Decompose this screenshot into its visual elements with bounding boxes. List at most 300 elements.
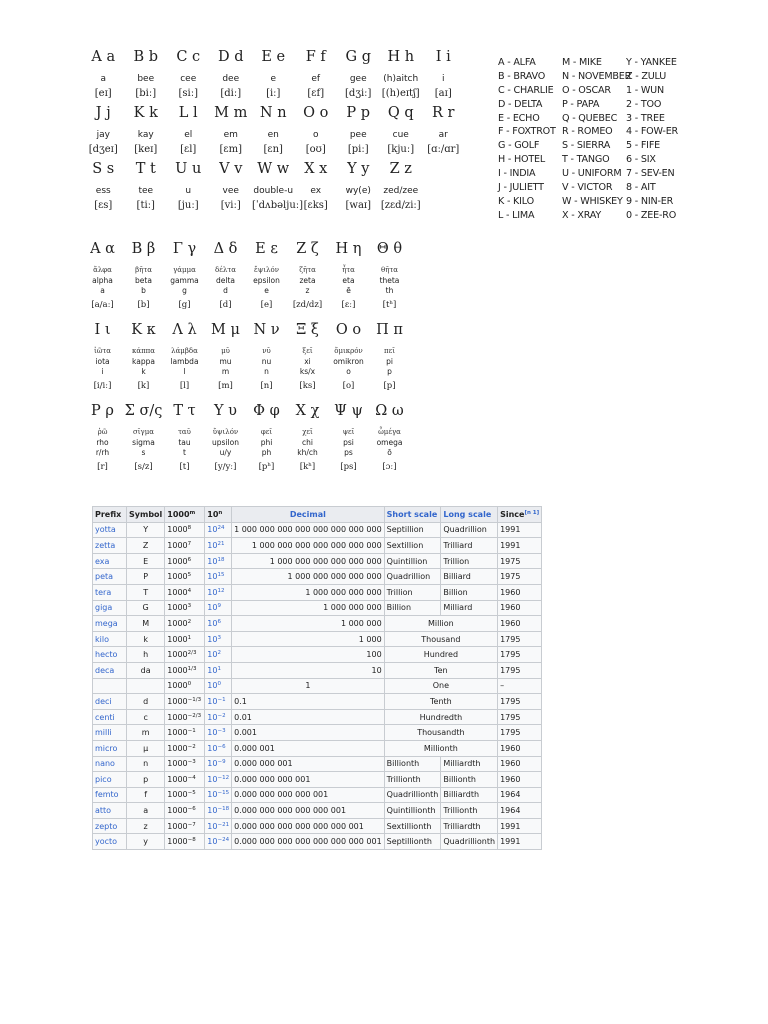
letter-native-name: ἄλφα bbox=[93, 266, 112, 274]
nato-entry: Y - YANKEE bbox=[626, 57, 677, 68]
power-10-cell[interactable] bbox=[205, 818, 232, 834]
power-10-cell[interactable] bbox=[205, 834, 232, 850]
letter-name: ar bbox=[438, 130, 448, 140]
symbol-cell: G bbox=[127, 600, 165, 616]
prefix-cell[interactable] bbox=[93, 787, 127, 803]
long-scale-cell: Billiardth bbox=[441, 787, 498, 803]
prefix-link[interactable]: hecto bbox=[95, 650, 118, 660]
power-10-cell[interactable] bbox=[205, 600, 232, 616]
power-10-cell[interactable] bbox=[205, 569, 232, 585]
prefix-link[interactable]: exa bbox=[95, 556, 110, 566]
power-10-cell[interactable] bbox=[205, 725, 232, 741]
prefix-link[interactable]: deca bbox=[95, 665, 115, 675]
letter-transliteration: th bbox=[385, 286, 394, 295]
short-scale-cell: Billion bbox=[384, 600, 441, 616]
prefix-cell[interactable] bbox=[93, 647, 127, 663]
letter-glyphs: Z z bbox=[389, 161, 412, 177]
letter-cell bbox=[82, 46, 125, 102]
power-exponent: 8 bbox=[187, 525, 192, 532]
alphabet-row bbox=[82, 400, 422, 481]
since-cell: 1991 bbox=[498, 538, 542, 554]
prefix-link[interactable]: milli bbox=[95, 728, 112, 738]
nato-entry: O - OSCAR bbox=[562, 84, 611, 96]
header-symbol: Symbol bbox=[127, 507, 165, 523]
letter-transliteration: kh/ch bbox=[297, 448, 318, 457]
letter-native-name: ἰῶτα bbox=[93, 347, 112, 355]
power-1000-cell bbox=[165, 647, 205, 663]
letter-glyphs: N n bbox=[259, 105, 287, 121]
power-exponent: −12 bbox=[217, 774, 230, 781]
prefix-cell[interactable] bbox=[93, 725, 127, 741]
letter-transliteration: k bbox=[141, 367, 146, 376]
alphabet-row bbox=[82, 46, 472, 102]
header-since: Since[n 1] bbox=[498, 507, 542, 523]
power-exponent: −2/3 bbox=[187, 712, 202, 719]
letter-pronunciation: [eɪ] bbox=[94, 88, 112, 99]
power-base: 10 bbox=[207, 837, 218, 847]
since-cell: 1960 bbox=[498, 756, 542, 772]
letter-transliteration: ps bbox=[344, 448, 353, 457]
symbol-cell: E bbox=[127, 553, 165, 569]
letter-cell bbox=[380, 102, 423, 158]
letter-name: mu bbox=[219, 357, 232, 366]
power-10-cell[interactable] bbox=[205, 553, 232, 569]
nato-entry: S - SIERRA bbox=[562, 140, 611, 152]
power-base: 1000 bbox=[167, 603, 188, 613]
decimal-cell: 0.000 000 000 000 001 bbox=[232, 787, 385, 803]
greek-letter-cell bbox=[246, 319, 287, 400]
letter-glyphs: Α α bbox=[90, 241, 115, 257]
greek-letter-cell bbox=[82, 238, 123, 319]
letter-glyphs: T t bbox=[135, 161, 156, 177]
prefix-link[interactable]: femto bbox=[95, 790, 119, 800]
power-10-cell[interactable] bbox=[205, 772, 232, 788]
prefix-link[interactable]: deci bbox=[95, 696, 112, 706]
short-scale-cell: Septillion bbox=[384, 522, 441, 538]
letter-name: dee bbox=[222, 74, 240, 84]
decimal-cell: 0.000 000 000 000 000 000 000 001 bbox=[232, 834, 385, 850]
letter-pronunciation: [ˈdʌbəljuː] bbox=[252, 200, 304, 211]
decimal-cell: 0.01 bbox=[232, 709, 385, 725]
letter-cell bbox=[125, 102, 168, 158]
prefix-cell[interactable] bbox=[93, 803, 127, 819]
nato-entry: B - BRAVO bbox=[498, 70, 546, 82]
decimal-cell: 0.000 000 000 000 000 000 001 bbox=[232, 818, 385, 834]
header-long-scale[interactable]: Long scale bbox=[441, 507, 498, 523]
power-exponent: −15 bbox=[217, 790, 230, 797]
letter-name: iota bbox=[95, 357, 110, 366]
letter-pronunciation: [g] bbox=[178, 300, 191, 310]
greek-letter-cell bbox=[287, 319, 328, 400]
prefix-link[interactable]: yotta bbox=[95, 525, 116, 535]
prefix-link[interactable]: tera bbox=[95, 587, 112, 597]
prefix-link[interactable]: zepto bbox=[95, 821, 118, 831]
since-cell: 1795 bbox=[498, 694, 542, 710]
letter-native-name: σῖγμα bbox=[133, 428, 154, 436]
since-cell: 1991 bbox=[498, 834, 542, 850]
power-base: 1000 bbox=[167, 618, 188, 628]
short-scale-cell: Trillion bbox=[384, 584, 441, 600]
symbol-cell bbox=[127, 678, 165, 694]
power-base: 1000 bbox=[167, 665, 188, 675]
nato-column bbox=[562, 56, 632, 223]
letter-glyphs: B b bbox=[133, 49, 159, 65]
long-scale-cell: Trilliard bbox=[441, 538, 498, 554]
letter-native-name: ῥῶ bbox=[97, 428, 108, 436]
nato-column bbox=[498, 56, 562, 223]
table-row bbox=[93, 584, 542, 600]
power-exponent: 0 bbox=[217, 681, 221, 688]
since-cell: 1964 bbox=[498, 787, 542, 803]
prefix-cell[interactable] bbox=[93, 740, 127, 756]
letter-cell bbox=[380, 158, 423, 214]
letter-pronunciation: [p] bbox=[383, 381, 396, 391]
letter-glyphs: M m bbox=[214, 105, 248, 121]
nato-entry: E - ECHO bbox=[498, 112, 540, 124]
prefix-cell[interactable] bbox=[93, 662, 127, 678]
letter-name: tee bbox=[138, 186, 154, 196]
letter-transliteration: b bbox=[141, 286, 146, 295]
letter-glyphs: K k bbox=[133, 105, 158, 121]
power-base: 1000 bbox=[167, 821, 188, 831]
long-scale-cell: Milliardth bbox=[441, 756, 498, 772]
letter-transliteration: d bbox=[223, 286, 228, 295]
nato-entry: R - ROMEO bbox=[562, 126, 613, 138]
prefix-cell[interactable] bbox=[93, 756, 127, 772]
power-1000-cell bbox=[165, 522, 205, 538]
table-row bbox=[93, 787, 542, 803]
letter-name: ex bbox=[310, 186, 322, 196]
table-row bbox=[93, 834, 542, 850]
letter-pronunciation: [tiː] bbox=[136, 200, 155, 211]
decimal-cell: 1 000 bbox=[232, 631, 385, 647]
power-1000-cell bbox=[165, 616, 205, 632]
prefix-link[interactable]: mega bbox=[95, 618, 118, 628]
power-10-cell[interactable] bbox=[205, 538, 232, 554]
prefix-link[interactable]: centi bbox=[95, 712, 115, 722]
power-10-cell[interactable] bbox=[205, 662, 232, 678]
short-scale-cell: Quadrillion bbox=[384, 569, 441, 585]
power-exponent: −7 bbox=[187, 821, 196, 828]
greek-letter-cell bbox=[246, 400, 287, 481]
nato-entry: C - CHARLIE bbox=[498, 84, 554, 96]
letter-glyphs: Ρ ρ bbox=[91, 403, 114, 419]
power-exponent: 1 bbox=[217, 665, 221, 672]
letter-native-name: μῦ bbox=[221, 347, 230, 355]
nato-entry: 5 - FIFE bbox=[626, 140, 660, 152]
nato-entry: 6 - SIX bbox=[626, 154, 656, 166]
power-exponent: 9 bbox=[217, 603, 221, 610]
table-row bbox=[93, 631, 542, 647]
letter-name: lambda bbox=[170, 357, 199, 366]
nato-entry: G - GOLF bbox=[498, 140, 540, 152]
letter-pronunciation: [piː] bbox=[347, 144, 369, 155]
power-1000-cell bbox=[165, 678, 205, 694]
prefix-cell[interactable] bbox=[93, 709, 127, 725]
prefix-link[interactable]: yocto bbox=[95, 837, 118, 847]
long-scale-cell: Billionth bbox=[441, 772, 498, 788]
long-scale-cell: Quadrillionth bbox=[441, 834, 498, 850]
power-exponent: 5 bbox=[187, 572, 192, 579]
power-exponent: −1 bbox=[187, 728, 196, 735]
scale-name-cell: Millionth bbox=[384, 740, 497, 756]
power-exponent: −6 bbox=[217, 743, 226, 750]
power-base: 1000 bbox=[167, 837, 188, 847]
header-short-scale[interactable]: Short scale bbox=[384, 507, 441, 523]
decimal-cell: 1 000 000 000 000 000 000 bbox=[232, 553, 385, 569]
letter-name: jay bbox=[96, 130, 110, 140]
long-scale-cell: Trilliardth bbox=[441, 818, 498, 834]
header-10n: 10$^n$ bbox=[205, 507, 232, 523]
power-exponent: 3 bbox=[187, 603, 192, 610]
since-cell: 1964 bbox=[498, 803, 542, 819]
since-cell: 1991 bbox=[498, 522, 542, 538]
letter-cell bbox=[167, 102, 210, 158]
letter-name: xi bbox=[304, 357, 311, 366]
symbol-cell: Z bbox=[127, 538, 165, 554]
scale-name-cell: Million bbox=[384, 616, 497, 632]
footnote-link[interactable]: [n 1] bbox=[524, 509, 540, 516]
power-10-cell[interactable] bbox=[205, 694, 232, 710]
nato-entry: 7 - SEV-EN bbox=[626, 168, 675, 180]
short-scale-cell: Trillionth bbox=[384, 772, 441, 788]
since-cell: 1960 bbox=[498, 600, 542, 616]
power-exponent: 6 bbox=[217, 618, 221, 625]
power-exponent: 2 bbox=[187, 618, 192, 625]
letter-glyphs: Ι ι bbox=[94, 322, 111, 338]
letter-glyphs: Σ σ/ς bbox=[124, 403, 163, 419]
power-10-cell[interactable] bbox=[205, 756, 232, 772]
letter-name: upsilon bbox=[212, 438, 239, 447]
power-exponent: 2/3 bbox=[187, 650, 197, 657]
power-10-cell[interactable] bbox=[205, 740, 232, 756]
letter-cell bbox=[380, 46, 423, 102]
letter-pronunciation: [b] bbox=[137, 300, 150, 310]
power-exponent: 18 bbox=[217, 556, 225, 563]
prefix-link[interactable]: nano bbox=[95, 759, 115, 769]
letter-cell bbox=[295, 158, 338, 214]
power-exponent: 12 bbox=[217, 587, 225, 594]
letter-cell bbox=[82, 102, 125, 158]
letter-glyphs: Δ δ bbox=[213, 241, 238, 257]
letter-glyphs: D d bbox=[217, 49, 244, 65]
nato-entry: A - ALFA bbox=[498, 57, 536, 68]
letter-transliteration: s bbox=[141, 448, 146, 457]
letter-pronunciation: [pʰ] bbox=[258, 462, 275, 472]
letter-transliteration: o bbox=[346, 367, 351, 376]
table-row bbox=[93, 553, 542, 569]
letter-name: pee bbox=[349, 130, 367, 140]
letter-pronunciation: [e] bbox=[260, 300, 273, 310]
symbol-cell: n bbox=[127, 756, 165, 772]
power-base: 1000 bbox=[167, 634, 188, 644]
power-10-cell[interactable] bbox=[205, 647, 232, 663]
nato-entry: L - LIMA bbox=[498, 209, 535, 221]
letter-native-name: ὔψιλόν bbox=[212, 428, 239, 436]
letter-glyphs: Η η bbox=[335, 241, 362, 257]
power-10-cell[interactable] bbox=[205, 709, 232, 725]
power-10-cell[interactable] bbox=[205, 631, 232, 647]
power-base: 10 bbox=[207, 634, 218, 644]
letter-cell bbox=[210, 46, 253, 102]
decimal-cell: 100 bbox=[232, 647, 385, 663]
power-base: 10 bbox=[207, 587, 218, 597]
since-cell: 1960 bbox=[498, 740, 542, 756]
power-base: 10 bbox=[207, 712, 218, 722]
symbol-cell: k bbox=[127, 631, 165, 647]
letter-pronunciation: [ɛm] bbox=[219, 144, 242, 155]
prefix-link[interactable]: atto bbox=[95, 806, 112, 816]
letter-name: ess bbox=[95, 186, 111, 196]
prefix-cell[interactable] bbox=[93, 584, 127, 600]
power-base: 1000 bbox=[167, 650, 188, 660]
greek-letter-cell bbox=[328, 400, 369, 481]
prefix-link[interactable]: giga bbox=[95, 603, 113, 613]
letter-name: en bbox=[267, 130, 279, 140]
power-10-cell[interactable] bbox=[205, 787, 232, 803]
power-exponent: 0 bbox=[187, 681, 192, 688]
letter-pronunciation: [n] bbox=[260, 381, 273, 391]
long-scale-cell: Milliard bbox=[441, 600, 498, 616]
power-exponent: 1/3 bbox=[187, 665, 197, 672]
power-base: 1000 bbox=[167, 556, 188, 566]
power-exponent: 24 bbox=[217, 525, 225, 532]
prefix-cell[interactable] bbox=[93, 694, 127, 710]
letter-pronunciation: [m] bbox=[218, 381, 233, 391]
letter-name: wy(e) bbox=[345, 186, 371, 196]
prefix-cell[interactable] bbox=[93, 522, 127, 538]
power-base: 10 bbox=[207, 665, 218, 675]
power-base: 10 bbox=[207, 603, 218, 613]
letter-name: i bbox=[441, 74, 445, 84]
letter-pronunciation: [ɑː/ɑr] bbox=[427, 144, 460, 155]
power-base: 1000 bbox=[167, 696, 188, 706]
power-1000-cell bbox=[165, 569, 205, 585]
power-exponent: −3 bbox=[217, 728, 226, 735]
power-10-cell[interactable] bbox=[205, 678, 232, 694]
letter-native-name: ζῆτα bbox=[299, 266, 316, 274]
prefix-cell[interactable] bbox=[93, 631, 127, 647]
letter-glyphs: Φ φ bbox=[253, 403, 280, 419]
letter-transliteration: ō bbox=[387, 448, 392, 457]
letter-cell bbox=[125, 158, 168, 214]
greek-letter-cell bbox=[246, 238, 287, 319]
prefix-cell[interactable] bbox=[93, 818, 127, 834]
letter-pronunciation: [diː] bbox=[220, 88, 242, 99]
power-exponent: 1 bbox=[187, 634, 192, 641]
power-base: 1000 bbox=[167, 681, 188, 691]
prefix-link[interactable]: pico bbox=[95, 774, 112, 784]
prefix-cell[interactable] bbox=[93, 616, 127, 632]
letter-native-name: ὄμικρόν bbox=[334, 347, 363, 355]
prefix-cell[interactable] bbox=[93, 600, 127, 616]
power-1000-cell bbox=[165, 584, 205, 600]
prefix-link[interactable]: peta bbox=[95, 572, 114, 582]
nato-entry: X - XRAY bbox=[562, 209, 602, 221]
letter-glyphs: W w bbox=[257, 161, 290, 177]
letter-glyphs: R r bbox=[432, 105, 455, 121]
letter-name: tau bbox=[178, 438, 191, 447]
since-cell: 1795 bbox=[498, 631, 542, 647]
power-exponent: 2 bbox=[217, 650, 221, 657]
prefix-cell bbox=[93, 678, 127, 694]
power-base: 1000 bbox=[167, 743, 188, 753]
decimal-cell: 1 000 000 000 000 000 000 000 bbox=[232, 538, 385, 554]
prefix-link[interactable]: kilo bbox=[95, 634, 109, 644]
nato-entry: 3 - TREE bbox=[626, 112, 665, 124]
prefix-link[interactable]: micro bbox=[95, 743, 118, 753]
power-base: 1000 bbox=[167, 525, 188, 535]
header-prefix: Prefix bbox=[93, 507, 127, 523]
table-row bbox=[93, 725, 542, 741]
letter-cell bbox=[210, 158, 253, 214]
letter-pronunciation: [ɛː] bbox=[341, 300, 356, 310]
power-base: 10 bbox=[207, 572, 218, 582]
short-scale-cell: Quadrillionth bbox=[384, 787, 441, 803]
prefix-cell[interactable] bbox=[93, 538, 127, 554]
letter-cell bbox=[82, 158, 125, 214]
header-decimal[interactable]: Decimal bbox=[232, 507, 385, 523]
letter-name: kappa bbox=[132, 357, 155, 366]
prefix-cell[interactable] bbox=[93, 553, 127, 569]
letter-cell bbox=[422, 46, 465, 102]
letter-name: alpha bbox=[92, 276, 113, 285]
power-1000-cell bbox=[165, 772, 205, 788]
power-base: 10 bbox=[207, 790, 218, 800]
power-exponent: −24 bbox=[217, 837, 230, 844]
letter-native-name: ἔψιλόν bbox=[254, 266, 279, 274]
nato-entry: J - JULIETT bbox=[498, 182, 544, 194]
power-base: 10 bbox=[207, 525, 218, 535]
symbol-cell: h bbox=[127, 647, 165, 663]
letter-pronunciation: [ɛl] bbox=[180, 144, 197, 155]
letter-glyphs: O o bbox=[303, 105, 329, 121]
power-10-cell[interactable] bbox=[205, 803, 232, 819]
letter-glyphs: Λ λ bbox=[172, 322, 197, 338]
scale-name-cell: Thousand bbox=[384, 631, 497, 647]
prefix-cell[interactable] bbox=[93, 569, 127, 585]
nato-entry: P - PAPA bbox=[562, 98, 600, 110]
nato-entry: K - KILO bbox=[498, 195, 534, 207]
nato-entry: 1 - WUN bbox=[626, 84, 664, 96]
prefix-cell[interactable] bbox=[93, 834, 127, 850]
power-base: 10 bbox=[207, 540, 218, 550]
greek-alphabet-chart bbox=[82, 238, 422, 481]
letter-native-name: ξεῖ bbox=[302, 347, 313, 355]
power-10-cell[interactable] bbox=[205, 616, 232, 632]
decimal-cell: 1 000 000 bbox=[232, 616, 385, 632]
letter-pronunciation: [y/yː] bbox=[214, 462, 237, 472]
letter-glyphs: Π π bbox=[376, 322, 403, 338]
table-row bbox=[93, 678, 542, 694]
prefix-cell[interactable] bbox=[93, 772, 127, 788]
letter-native-name: ἦτα bbox=[342, 266, 355, 274]
letter-name: delta bbox=[216, 276, 235, 285]
symbol-cell: da bbox=[127, 662, 165, 678]
greek-letter-cell bbox=[287, 238, 328, 319]
power-10-cell[interactable] bbox=[205, 584, 232, 600]
greek-letter-cell bbox=[369, 319, 410, 400]
letter-glyphs: Υ υ bbox=[214, 403, 237, 419]
letter-pronunciation: [tʰ] bbox=[382, 300, 397, 310]
letter-cell bbox=[125, 46, 168, 102]
power-10-cell[interactable] bbox=[205, 522, 232, 538]
letter-transliteration: l bbox=[183, 367, 186, 376]
long-scale-cell: Billiard bbox=[441, 569, 498, 585]
letter-pronunciation: [kʰ] bbox=[299, 462, 316, 472]
letter-name: a bbox=[100, 74, 106, 84]
prefix-link[interactable]: zetta bbox=[95, 540, 116, 550]
